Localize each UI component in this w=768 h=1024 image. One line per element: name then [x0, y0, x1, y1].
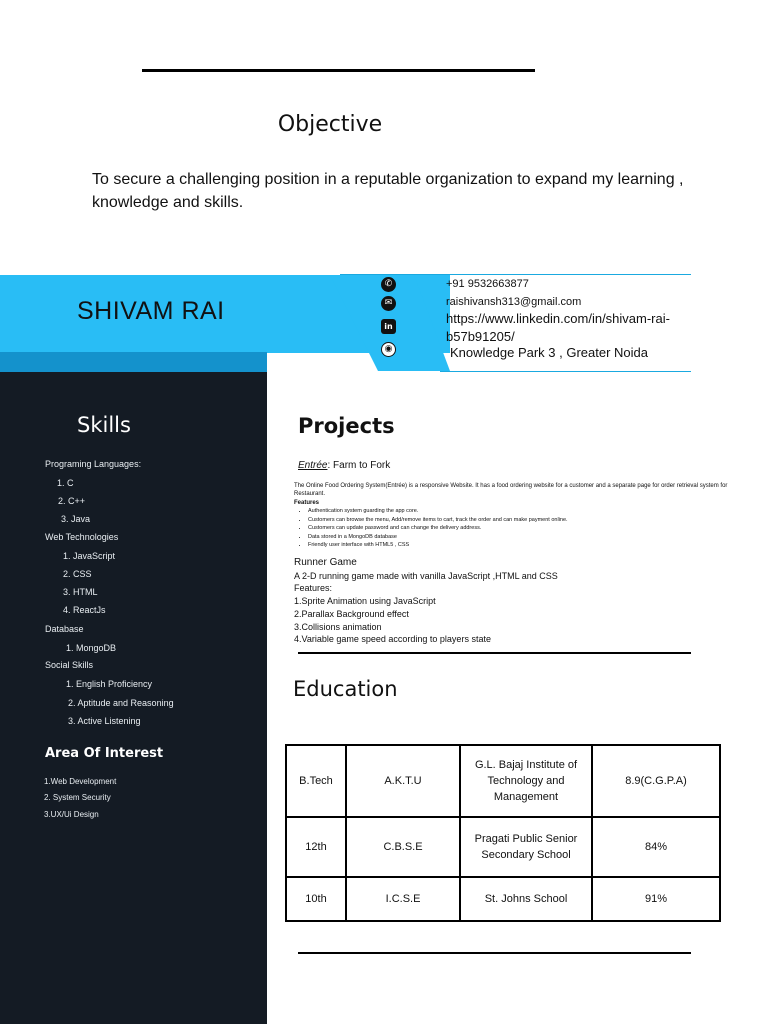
table-cell: I.C.S.E — [346, 877, 460, 921]
list-item: • Customers can update password and can change the delivery address. — [308, 524, 568, 533]
skill-item: 1. MongoDB — [66, 643, 117, 653]
projects-title: Projects — [298, 414, 395, 438]
entree-features-label: Features — [294, 500, 320, 506]
header-band-dark — [0, 352, 267, 372]
runner-game-title: Runner Game — [294, 557, 357, 568]
contact-bottom-line — [440, 371, 691, 372]
skill-item: 1. C — [57, 478, 74, 488]
entree-features-list — [300, 507, 568, 550]
runner-feature-item: 4.Variable game speed according to players state — [294, 634, 491, 644]
skill-item: 2. C++ — [58, 496, 86, 506]
skill-item: 1. JavaScript — [63, 551, 116, 561]
runner-feature-item: 3.Collisions animation — [294, 622, 382, 632]
list-item: • Data stored in a MongoDB database — [308, 533, 568, 542]
skill-item: 1. English Proficiency — [66, 679, 153, 689]
skill-item: 2. CSS — [63, 569, 92, 579]
skills-group-database: Database — [45, 624, 84, 634]
table-cell: 84% — [592, 817, 720, 877]
table-cell: St. Johns School — [460, 877, 592, 921]
skills-group-web: Web Technologies — [45, 532, 119, 542]
table-cell: Pragati Public Senior Secondary School — [460, 817, 592, 877]
table-cell: 12th — [286, 817, 346, 877]
table-cell: A.K.T.U — [346, 745, 460, 817]
skills-group-social: Social Skills — [45, 660, 94, 670]
table-cell: 8.9(C.G.P.A) — [592, 745, 720, 817]
entree-description: The Online Food Ordering System(Entrée) is a responsive Website. It has a food ordering website for a customer and a separate page for order retrieval system for Restaurant. — [294, 483, 728, 497]
phone-icon: ✆ — [381, 277, 396, 292]
area-of-interest-title: Area Of Interest — [45, 746, 164, 761]
table-row — [286, 745, 720, 817]
table-cell: G.L. Bajaj Institute of Technology and Management — [460, 745, 592, 817]
skills-title: Skills — [77, 413, 131, 437]
education-title: Education — [293, 677, 398, 701]
interest-item: 3.UX/Ui Design — [44, 810, 99, 819]
entree-project-heading — [298, 460, 390, 471]
objective-text: To secure a challenging position in a reputable organization to expand my learning , knowledge and skills. — [92, 171, 684, 211]
top-divider — [142, 69, 535, 72]
runner-feature-item: 1.Sprite Animation using JavaScript — [294, 596, 436, 606]
table-row — [286, 817, 720, 877]
table-cell: 91% — [592, 877, 720, 921]
contact-top-line — [340, 274, 691, 275]
runner-game-description: A 2-D running game made with vanilla JavaScript ,HTML and CSS — [294, 571, 558, 581]
bottom-divider — [298, 952, 691, 954]
table-cell: B.Tech — [286, 745, 346, 817]
list-item: • Authentication system guarding the app core. — [308, 507, 568, 516]
skill-item: 2. Aptitude and Reasoning — [68, 698, 174, 708]
table-row — [286, 877, 720, 921]
projects-divider — [298, 652, 691, 654]
phone-number[interactable]: +91 9532663877 — [446, 278, 529, 290]
interest-item: 1.Web Development — [44, 777, 117, 786]
runner-feature-item: 2.Parallax Background effect — [294, 609, 409, 619]
address: Knowledge Park 3 , Greater Noida — [450, 345, 648, 360]
interest-item: 2. System Security — [44, 793, 111, 802]
linkedin-link[interactable]: https://www.linkedin.com/in/shivam-rai-b57b91205/ — [446, 311, 670, 344]
email-icon: ✉ — [381, 296, 396, 311]
skills-group-languages: Programing Languages: — [45, 459, 142, 469]
skill-item: 3. Active Listening — [68, 716, 141, 726]
location-icon: ◉ — [381, 342, 396, 357]
skill-item: 3. Java — [61, 514, 91, 524]
objective-title: Objective — [277, 112, 383, 137]
candidate-name: SHIVAM RAI — [77, 297, 225, 325]
education-table — [285, 744, 721, 922]
table-cell: C.B.S.E — [346, 817, 460, 877]
runner-features-label: Features: — [294, 583, 333, 593]
list-item: • Friendly user interface with HTML5 , CSS — [308, 541, 568, 550]
list-item: • Customers can browse the menu, Add/remove items to cart, track the order and can make payment online. — [308, 516, 568, 525]
entree-project-name: Entrée — [298, 460, 328, 471]
table-cell: 10th — [286, 877, 346, 921]
email-address[interactable]: raishivansh313@gmail.com — [446, 296, 582, 308]
entree-project-tagline: : Farm to Fork — [327, 460, 391, 471]
skill-item: 3. HTML — [63, 587, 98, 597]
skill-item: 4. ReactJs — [63, 605, 106, 615]
linkedin-icon: in — [381, 319, 396, 334]
